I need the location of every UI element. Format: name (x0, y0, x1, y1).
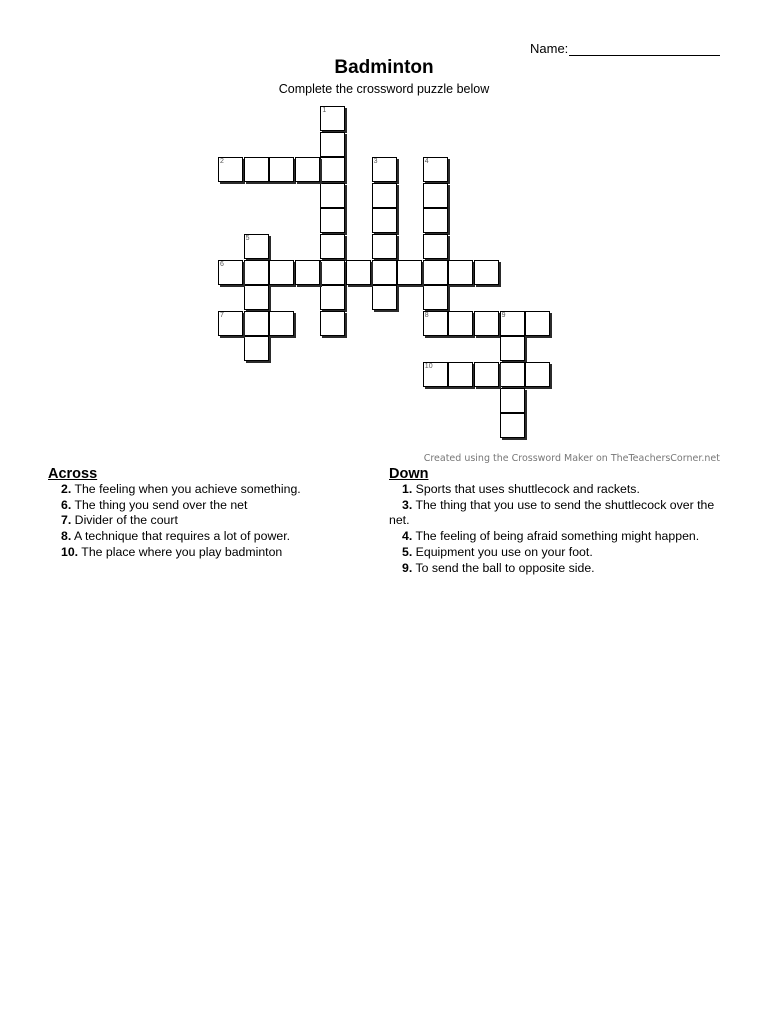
clue-number: 2. (61, 482, 72, 496)
crossword-cell[interactable] (218, 260, 243, 285)
clue-number: 9. (402, 560, 413, 575)
crossword-cell[interactable] (244, 311, 269, 336)
crossword-cell[interactable] (423, 208, 448, 233)
clue-text: Sports that uses shuttlecock and rackets. (412, 482, 640, 496)
page-title: Badminton (334, 57, 434, 78)
cell-number: 8 (424, 311, 429, 319)
down-heading: Down (389, 466, 429, 482)
page-subtitle: Complete the crossword puzzle below (278, 82, 490, 96)
across-clue-2 (48, 482, 348, 498)
crossword-cell[interactable] (423, 260, 448, 285)
clue-text: Equipment you use on your foot. (412, 544, 593, 559)
cell-number: 7 (220, 311, 224, 319)
across-clue-7 (48, 513, 348, 529)
crossword-cell[interactable] (372, 208, 397, 233)
cell-number: 1 (322, 107, 327, 114)
clue-number: 7. (61, 513, 72, 528)
crossword-cell[interactable] (346, 260, 371, 285)
clue-text: The place where you play badminton (78, 544, 283, 559)
crossword-cell[interactable] (372, 285, 397, 310)
crossword-grid (0, 0, 768, 460)
crossword-cell[interactable] (474, 260, 499, 285)
cell-number: 6 (220, 260, 224, 268)
crossword-cell[interactable] (320, 285, 345, 310)
crossword-cell[interactable] (423, 311, 448, 336)
cell-number: 3 (373, 158, 378, 166)
cell-number: 5 (245, 235, 250, 242)
crossword-cell[interactable] (423, 285, 448, 310)
crossword-cell[interactable] (320, 311, 345, 336)
clue-text: To send the ball to opposite side. (412, 560, 595, 575)
crossword-cell[interactable] (372, 183, 397, 208)
name-label: Name: (530, 41, 569, 56)
crossword-cell[interactable] (320, 183, 345, 208)
across-heading: Across (48, 466, 98, 482)
crossword-cell[interactable] (372, 260, 397, 285)
across-clue-10 (48, 545, 348, 561)
clue-number: 8. (61, 529, 72, 544)
crossword-cell[interactable] (320, 260, 345, 285)
down-clue-3 (389, 498, 729, 529)
down-clues (389, 466, 729, 576)
cell-number: 2 (220, 158, 224, 166)
crossword-cell[interactable] (244, 234, 269, 259)
crossword-cell[interactable] (269, 311, 294, 336)
crossword-cell[interactable] (525, 362, 550, 387)
crossword-cell[interactable] (448, 362, 473, 387)
down-clue-5 (389, 545, 729, 561)
crossword-cell[interactable] (500, 311, 525, 336)
clue-text: The feeling of being afraid something might happen. (412, 529, 700, 544)
clue-text: Divider of the court (71, 513, 178, 528)
across-clues (48, 466, 348, 561)
crossword-cell[interactable] (320, 106, 345, 131)
crossword-cell[interactable] (474, 362, 499, 387)
crossword-cell[interactable] (320, 132, 345, 157)
crossword-cell[interactable] (372, 234, 397, 259)
across-clue-8 (48, 529, 348, 545)
crossword-cell[interactable] (244, 260, 269, 285)
clue-number: 6. (61, 497, 72, 512)
cell-number: 10 (424, 363, 433, 370)
clue-number: 3. (402, 497, 413, 512)
crossword-cell[interactable] (448, 311, 473, 336)
crossword-cell[interactable] (397, 260, 422, 285)
crossword-cell[interactable] (320, 234, 345, 259)
crossword-cell[interactable] (244, 157, 269, 182)
crossword-cell[interactable] (423, 183, 448, 208)
crossword-cell[interactable] (500, 336, 525, 361)
credit-text: Created using the Crossword Maker on TheTeachersCorner.net (423, 453, 720, 464)
clue-text: The thing you send over the net (71, 497, 248, 512)
crossword-cell[interactable] (500, 362, 525, 387)
cell-number: 4 (424, 158, 429, 166)
crossword-cell[interactable] (525, 311, 550, 336)
crossword-cell[interactable] (295, 157, 320, 182)
crossword-cell[interactable] (500, 388, 525, 413)
clue-number: 4. (402, 529, 413, 544)
crossword-cell[interactable] (423, 157, 448, 182)
crossword-cell[interactable] (269, 157, 294, 182)
clue-number: 1. (402, 482, 413, 496)
crossword-cell[interactable] (474, 311, 499, 336)
clue-text: The feeling when you achieve something. (71, 482, 301, 496)
crossword-cell[interactable] (423, 362, 448, 387)
across-clue-6 (48, 498, 348, 514)
crossword-cell[interactable] (320, 208, 345, 233)
crossword-cell[interactable] (218, 157, 243, 182)
clue-text: A technique that requires a lot of power. (71, 529, 291, 544)
crossword-cell[interactable] (320, 157, 345, 182)
crossword-cell[interactable] (218, 311, 243, 336)
crossword-cell[interactable] (448, 260, 473, 285)
crossword-cell[interactable] (269, 260, 294, 285)
crossword-cell[interactable] (244, 285, 269, 310)
down-clue-9 (389, 561, 729, 577)
clue-number: 10. (61, 544, 79, 559)
crossword-cell[interactable] (372, 157, 397, 182)
crossword-cell[interactable] (423, 234, 448, 259)
clue-number: 5. (402, 544, 413, 559)
down-clue-1 (389, 482, 729, 498)
clue-text: The thing that you use to send the shuttlecock over the net. (389, 497, 715, 528)
crossword-cell[interactable] (500, 413, 525, 438)
cell-number: 9 (501, 311, 506, 319)
crossword-cell[interactable] (244, 336, 269, 361)
down-clue-4 (389, 529, 729, 545)
crossword-cell[interactable] (295, 260, 320, 285)
